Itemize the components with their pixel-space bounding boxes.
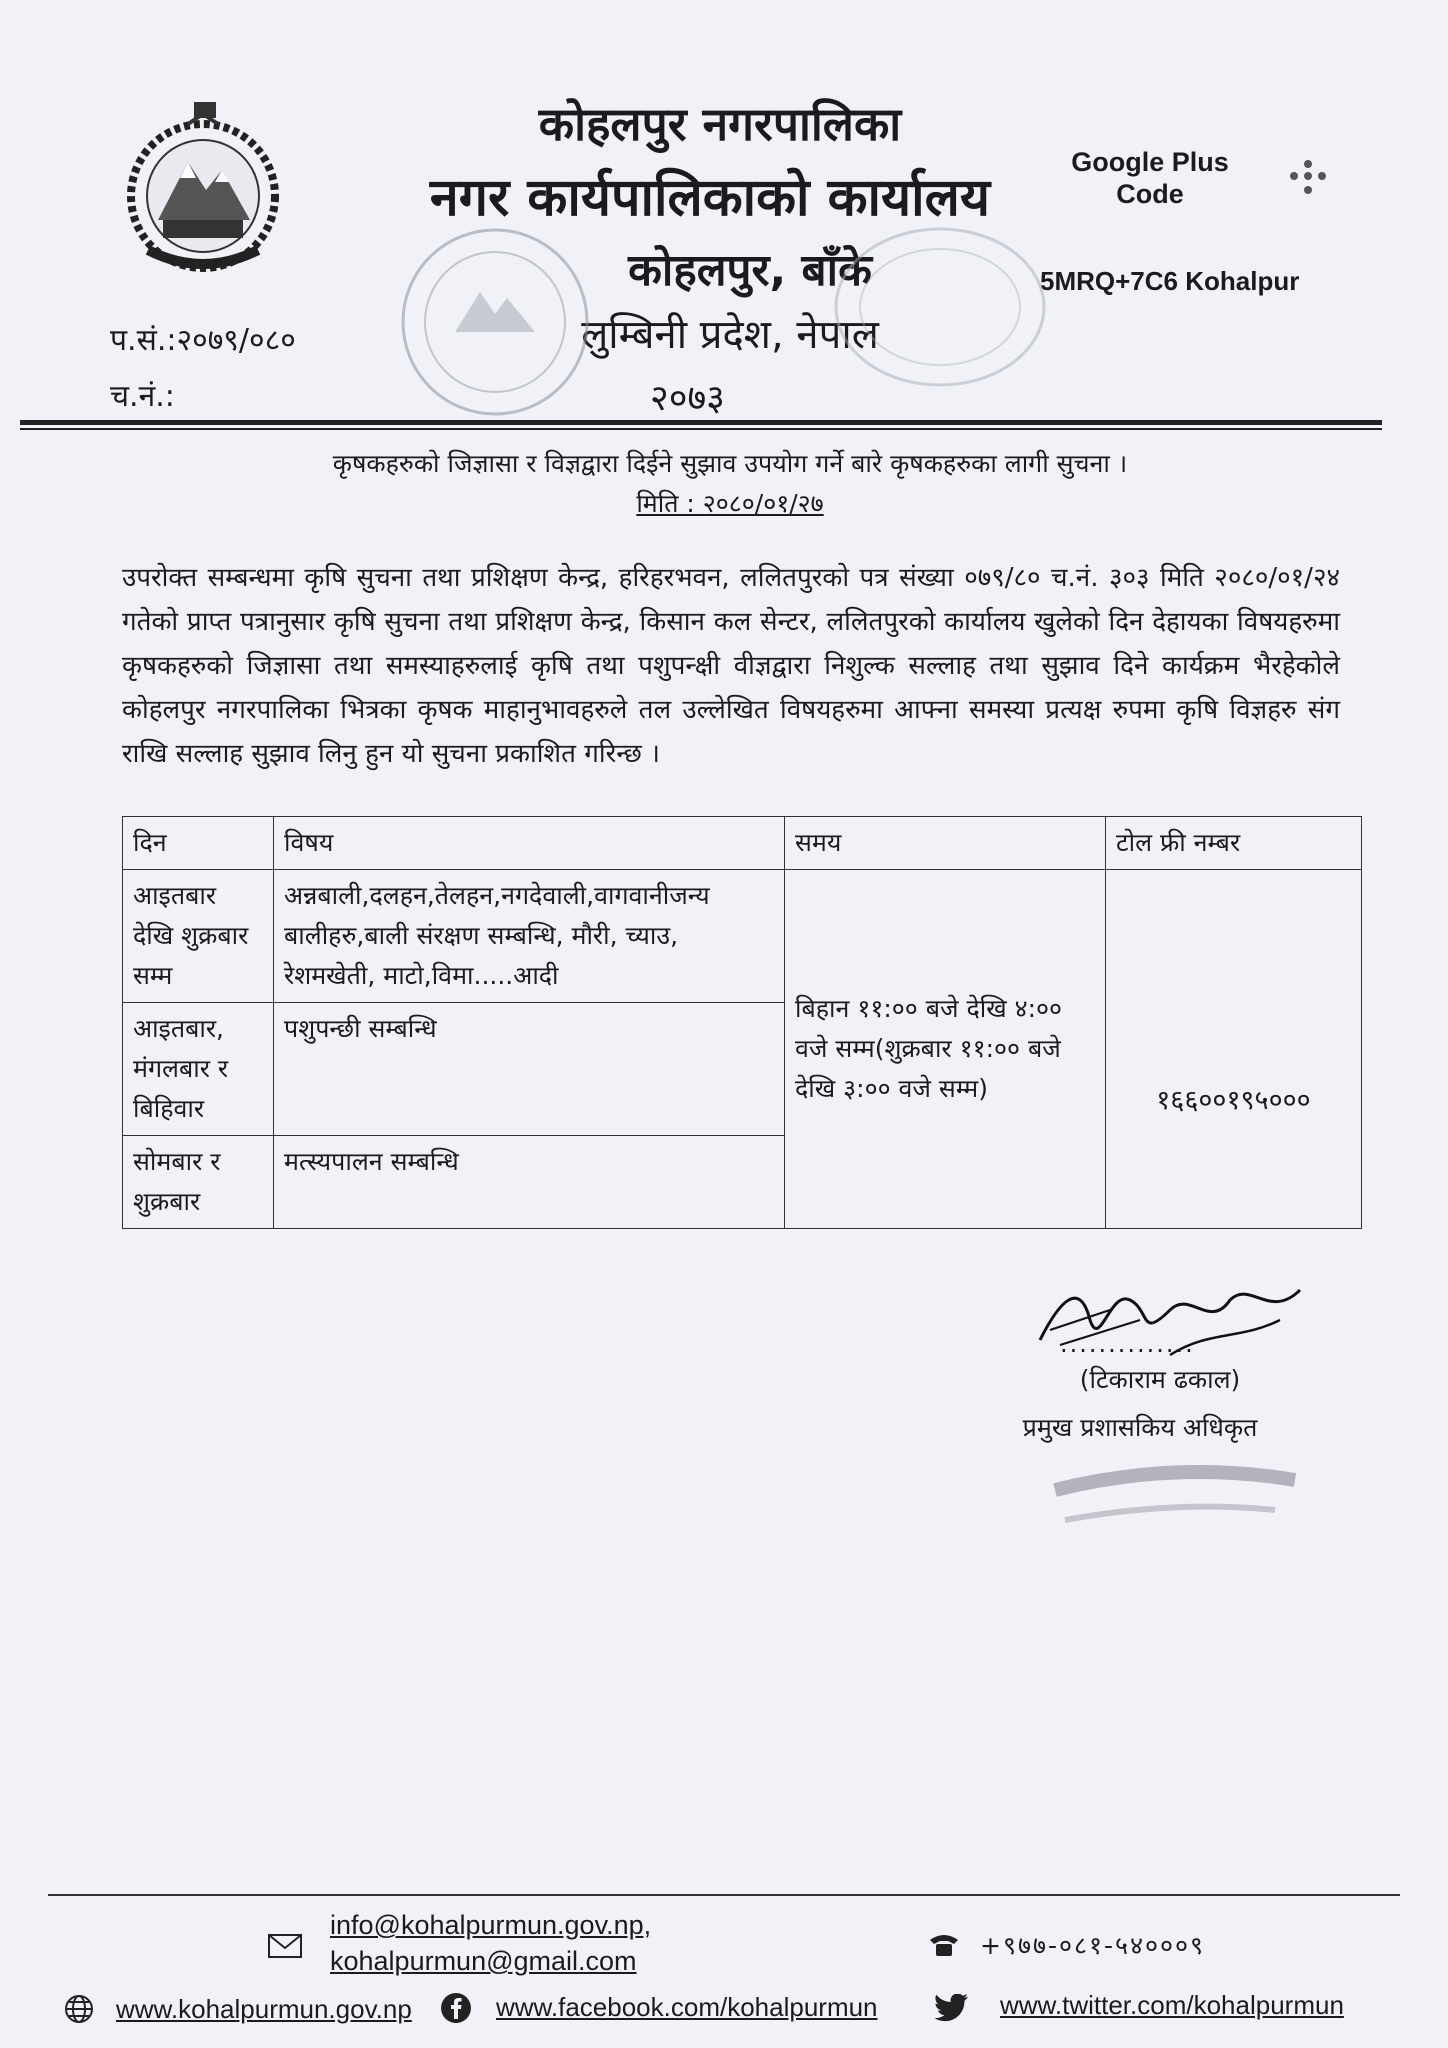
office-seal-stamp-secondary: [830, 222, 1050, 392]
notice-subject: कृषकहरुको जिज्ञासा र विज्ञद्वारा दिईने सुझाव उपयोग गर्ने बारे कृषकहरुका लागी सुचना ।: [332, 449, 1128, 478]
globe-icon: [64, 1994, 94, 2024]
row-subject: मत्स्यपालन सम्बन्धि: [274, 1136, 785, 1229]
dispatch-number-value: २०७३: [650, 378, 725, 419]
footer-divider: [48, 1894, 1400, 1896]
office-name: नगर कार्यपालिकाको कार्यालय: [429, 168, 991, 228]
toll-free-number: १६६००१९५०००: [1106, 870, 1362, 1229]
header-time: समय: [785, 817, 1106, 870]
row-day: आइतबार, मंगलबार र बिहिवार: [123, 1003, 274, 1136]
footer-website[interactable]: www.kohalpurmun.gov.np: [116, 1994, 412, 2024]
google-plus-code: 5MRQ+7C6 Kohalpur: [1040, 266, 1300, 296]
notice-date: [500, 486, 960, 520]
time-cell: बिहान ११:०० बजे देखि ४:०० वजे सम्म(शुक्रबार ११:०० बजे देखि ३:०० वजे सम्म): [785, 870, 1106, 1229]
google-plus-label: Google Plus Code: [1071, 147, 1229, 209]
notice-date-text: मिति : २०८०/०१/२७: [636, 489, 824, 518]
row-subject: पशुपन्छी सम्बन्धि: [274, 1003, 785, 1136]
footer-phone: +९७७-०८१-५४०००९: [980, 1931, 1205, 1960]
table-row: [123, 870, 1362, 1003]
table-header-row: [123, 817, 1362, 870]
signature-line: ..............: [1060, 1330, 1195, 1358]
schedule-table: [122, 816, 1362, 1229]
signatory-name: (टिकाराम ढकाल): [1079, 1365, 1241, 1394]
signatory-title: प्रमुख प्रशासकिय अधिकृत: [1022, 1413, 1258, 1442]
dispatch-number-label: च.नं.:: [110, 379, 175, 414]
municipality-name: कोहलपुर नगरपालिका: [538, 97, 902, 151]
reference-number: प.सं.:२०७९/०८०: [110, 323, 296, 358]
footer-email-primary[interactable]: info@kohalpurmun.gov.np,: [330, 1910, 652, 1940]
nepal-emblem-icon: [118, 100, 288, 282]
footer-email-secondary[interactable]: kohalpurmun@gmail.com: [330, 1946, 637, 1976]
mail-icon: [268, 1934, 302, 1958]
footer-twitter[interactable]: www.twitter.com/kohalpurmun: [1000, 1990, 1344, 2020]
plus-code-icon: [1286, 158, 1330, 202]
header-divider: [20, 420, 1382, 425]
signatory-stamp: [1045, 1450, 1305, 1540]
office-seal-stamp: [395, 222, 595, 422]
twitter-icon: [934, 1994, 970, 2024]
header-divider-thin: [20, 428, 1382, 430]
row-day: आइतबार देखि शुक्रबार सम्म: [123, 870, 274, 1003]
office-province: लुम्बिनी प्रदेश, नेपाल: [581, 312, 879, 358]
facebook-icon: [440, 1992, 472, 2024]
footer-facebook[interactable]: www.facebook.com/kohalpurmun: [496, 1992, 878, 2022]
header-subject: विषय: [274, 817, 785, 870]
header-toll-free: टोल फ्री नम्बर: [1106, 817, 1362, 870]
header-day: दिन: [123, 817, 274, 870]
phone-icon: [928, 1932, 960, 1958]
row-subject: अन्नबाली,दलहन,तेलहन,नगदेवाली,वागवानीजन्य बालीहरु,बाली संरक्षण सम्बन्धि, मौरी, च्याउ, रेशमखेती, माटो,विमा.....आदी: [274, 870, 785, 1003]
office-location: कोहलपुर, बाँके: [628, 245, 872, 296]
notice-body: उपरोक्त सम्बन्धमा कृषि सुचना तथा प्रशिक्षण केन्द्र, हरिहरभवन, ललितपुरको पत्र संख्या ०७९/८० च.नं. ३०३ मिति २०८०/०१/२४ गतेको प्राप्त पत्रानुसार कृषि सुचना तथा प्रशिक्षण केन्द्र, किसान कल सेन्टर, ललितपुरको कार्यालय खुलेको दिन देहायका विषयहरुमा कृषकहरुको जिज्ञासा तथा समस्याहरुलाई कृषि तथा पशुपन्क्षी वीज्ञद्वारा निशुल्क सल्लाह तथा सुझाव दिने कार्यक्रम भैरहेकोले कोहलपुर नगरपालिका भित्रका कृषक माहानुभावहरुले तल उल्लेखित विषयहरुमा आफ्ना समस्या प्रत्यक्ष रुपमा कृषि विज्ञहरु संग राखि सल्लाह सुझाव लिनु हुन यो सुचना प्रकाशित गरिन्छ ।: [122, 563, 1340, 769]
row-day: सोमबार र शुक्रबार: [123, 1136, 274, 1229]
